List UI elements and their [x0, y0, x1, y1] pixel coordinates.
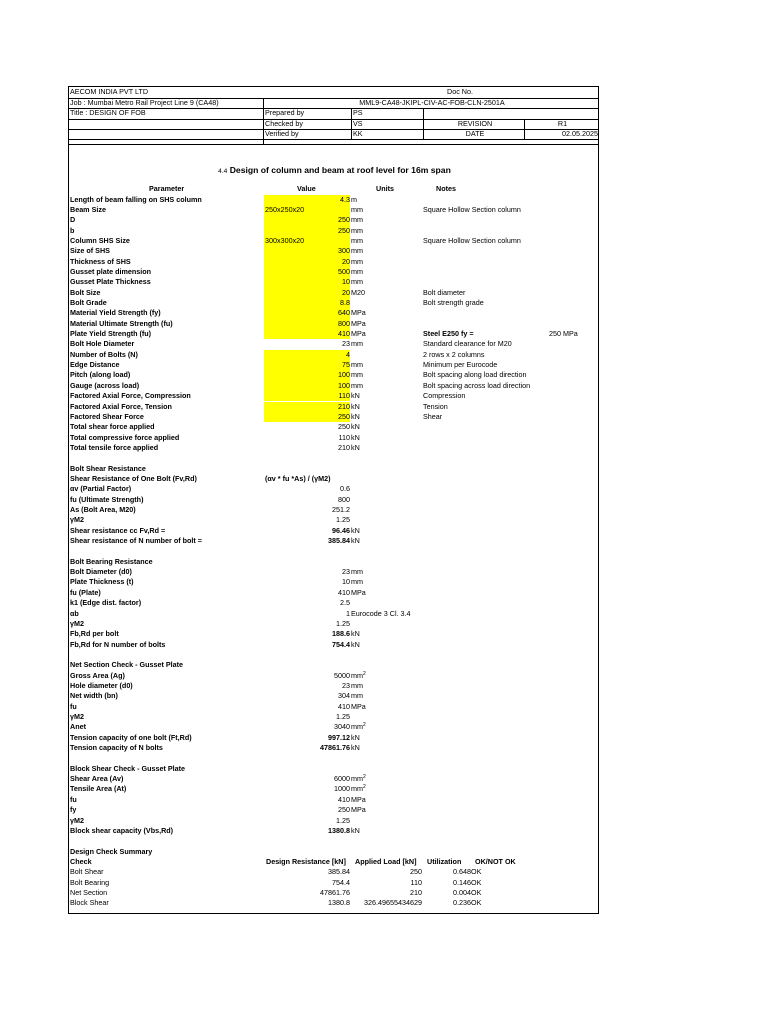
bolt_shear-heading: Bolt Shear Resistance: [70, 463, 146, 473]
parameter-value: 4.3: [340, 194, 350, 204]
summary-check: Net Section: [70, 887, 108, 897]
bolt_shear-row: [69, 495, 600, 505]
parameter-value: 10: [342, 277, 350, 287]
parameter-label: Factored Axial Force, Compression: [70, 391, 191, 401]
divider: [351, 108, 352, 139]
parameter-unit: mm: [351, 370, 363, 380]
parameter-note: Square Hollow Section column: [423, 235, 521, 245]
parameter-unit: mm: [351, 680, 363, 690]
parameter-value: 2.5: [340, 598, 350, 608]
parameter-unit: mm: [351, 246, 363, 256]
parameter-unit: $mm^2$: [351, 784, 366, 794]
parameter-value: 96.46: [332, 525, 350, 535]
parameter-unit: MPa: [351, 308, 366, 318]
summary-util: 0.648: [453, 867, 471, 877]
summary-row: [69, 878, 600, 888]
net_section-row: [69, 681, 600, 691]
parameter-value: 410: [338, 329, 350, 339]
parameter-unit: mm: [351, 577, 363, 587]
parameter-label: Hole diameter (d0): [70, 680, 133, 690]
parameter-label: Plate Yield Strength (fu): [70, 329, 152, 339]
summary-header-applied: Applied Load [kN]: [355, 856, 417, 866]
summary-check: Block Shear: [70, 898, 109, 908]
revision-label: REVISION: [457, 118, 493, 128]
summary-applied: 110: [410, 877, 422, 887]
checked-by-value: VS: [353, 118, 363, 128]
date-value: 02.05.2025: [562, 129, 598, 138]
bolt_bearing-row: [69, 577, 600, 587]
input-row: [69, 226, 600, 236]
col-header-units: Units: [376, 184, 394, 193]
block_shear-row: [69, 816, 600, 826]
parameter-label: Length of beam falling on SHS column: [70, 194, 202, 204]
parameter-label: Gusset Plate Thickness: [70, 277, 151, 287]
parameter-note: Bolt strength grade: [423, 298, 484, 307]
parameter-unit: kN: [351, 422, 360, 432]
parameter-value: 640: [338, 308, 350, 318]
parameter-note: Tension: [423, 401, 448, 411]
parameter-value: 0.6: [340, 484, 350, 494]
parameter-value: 1.25: [336, 712, 350, 721]
parameter-value: 304: [338, 691, 350, 701]
input-row: [69, 350, 600, 360]
parameter-value: 1.25: [336, 515, 350, 525]
net_section-row: [69, 743, 600, 753]
verified-by-value: KK: [353, 129, 363, 138]
col-header-value: Value: [297, 184, 316, 193]
parameter-value: 250: [338, 215, 350, 225]
summary-applied: 326.49655434629: [364, 898, 422, 908]
parameter-unit: kN: [351, 743, 360, 753]
parameter-unit: mm: [351, 691, 363, 701]
parameter-unit: mm: [351, 266, 363, 276]
parameter-unit: MPa: [351, 794, 366, 804]
summary-resistance: 754.4: [332, 877, 350, 887]
summary-header-ok: OK/NOT OK: [475, 856, 516, 866]
section-heading: [69, 660, 600, 670]
parameter-label: αv (Partial Factor): [70, 484, 132, 494]
parameter-unit: kN: [351, 639, 360, 649]
bolt_bearing-row: [69, 629, 600, 639]
parameter-label: Factored Shear Force: [70, 411, 144, 421]
parameter-label: D: [70, 215, 76, 225]
parameter-value: 100: [338, 370, 350, 380]
section-heading: [69, 847, 600, 857]
parameter-note: Minimum per Eurocode: [423, 360, 498, 370]
parameter-label: Tension capacity of N bolts: [70, 743, 163, 753]
parameter-label: fu (Ultimate Strength): [70, 494, 144, 504]
parameter-label: fu (Plate): [70, 587, 101, 597]
parameter-unit: kN: [351, 536, 360, 546]
parameter-unit: kN: [351, 442, 360, 452]
column-headers: [69, 184, 600, 194]
parameter-note: Steel E250 fy =: [423, 329, 474, 339]
net_section-row: [69, 671, 600, 681]
parameter-label: Thickness of SHS: [70, 256, 131, 266]
parameter-value: 23: [342, 680, 350, 690]
parameter-label: Number of Bolts (N): [70, 349, 138, 359]
parameter-label: Size of SHS: [70, 246, 110, 256]
parameter-value: 410: [338, 794, 350, 804]
input-row: [69, 339, 600, 349]
input-row: [69, 195, 600, 205]
section-title-text: Design of column and beam at roof level for 16m span: [229, 165, 451, 175]
parameter-label: Fb,Rd per bolt: [70, 629, 119, 639]
input-row: [69, 412, 600, 422]
parameter-note: Standard clearance for M20: [423, 339, 512, 349]
doc-title: Title : DESIGN OF FOB: [70, 108, 146, 117]
section-heading: [69, 764, 600, 774]
doc-no: MML9-CA48-JKIPL-CIV-AC-FOB-CLN-2501A: [359, 97, 505, 107]
parameter-value: 251.2: [332, 505, 350, 514]
parameter-note: Bolt spacing along load direction: [423, 370, 527, 380]
parameter-unit: mm: [351, 235, 363, 245]
input-row: [69, 370, 600, 380]
input-row: [69, 402, 600, 412]
parameter-value: 20: [342, 256, 350, 266]
parameter-label: Anet: [70, 722, 86, 732]
parameter-note: 2 rows x 2 columns: [423, 349, 485, 359]
parameter-unit: mm: [351, 567, 363, 577]
parameter-unit: kN: [351, 391, 360, 401]
parameter-unit: kN: [351, 432, 360, 442]
parameter-label: k1 (Edge dist. factor): [70, 598, 142, 608]
divider: [524, 119, 525, 140]
net_section-row: [69, 712, 600, 722]
parameter-label: Beam Size: [70, 204, 106, 214]
parameter-note: Shear: [423, 411, 443, 421]
parameter-value: 800: [338, 318, 350, 328]
parameter-unit: MPa: [351, 805, 366, 815]
summary-resistance: 385.84: [328, 867, 350, 877]
parameter-unit: kN: [351, 411, 360, 421]
summary-check: Bolt Shear: [70, 867, 104, 877]
net_section-row: [69, 722, 600, 732]
parameter-label: γM2: [70, 712, 84, 721]
parameter-label: Shear resistance of N number of bolt =: [70, 536, 203, 546]
input-row: [69, 257, 600, 267]
parameter-unit: M20: [351, 287, 365, 297]
parameter-label: Factored Axial Force, Tension: [70, 401, 172, 411]
parameter-label: Gauge (across load): [70, 380, 140, 390]
parameter-value: 997.12: [328, 732, 350, 742]
summary-resistance: 1380.8: [328, 898, 350, 908]
parameter-unit: kN: [351, 732, 360, 742]
parameter-unit: m: [351, 194, 357, 204]
revision-value: R1: [557, 118, 568, 128]
parameter-label: Total tensile force applied: [70, 442, 159, 452]
net_section-heading: Net Section Check - Gusset Plate: [70, 660, 184, 670]
parameter-label: Tension capacity of one bolt (Ft,Rd): [70, 732, 192, 742]
summary-heading: Design Check Summary: [70, 846, 153, 856]
prepared-by-value: PS: [353, 108, 363, 117]
summary-util: 0.004: [453, 887, 471, 897]
summary-header-util: Utilization: [427, 856, 462, 866]
input-row: [69, 329, 600, 339]
prepared-by-label: Prepared by: [265, 108, 305, 117]
divider: [423, 108, 424, 139]
parameter-value: 23: [342, 339, 350, 349]
parameter-unit: Eurocode 3 Cl. 3.4: [351, 608, 411, 618]
input-row: [69, 381, 600, 391]
parameter-value: 100: [338, 380, 350, 390]
parameter-label: Plate Thickness (t): [70, 577, 134, 587]
input-row: [69, 236, 600, 246]
parameter-unit: mm: [351, 225, 363, 235]
bolt_bearing-row: [69, 567, 600, 577]
parameter-value: 23: [342, 567, 350, 577]
parameter-label: fy: [70, 805, 77, 815]
formula-row: [69, 474, 600, 484]
block_shear-row: [69, 784, 600, 794]
parameter-value: 20: [342, 287, 350, 297]
parameter-unit: mm: [351, 204, 363, 214]
net_section-row: [69, 733, 600, 743]
input-row: [69, 443, 600, 453]
summary-applied: 250: [410, 867, 422, 877]
parameter-unit: MPa: [351, 701, 366, 711]
bolt_shear-row: [69, 536, 600, 546]
doc-no-label: Doc No.: [447, 87, 473, 96]
section-heading: [69, 557, 600, 567]
block_shear-row: [69, 805, 600, 815]
parameter-note-extra: 250 MPa: [549, 329, 578, 339]
section-number: 4.4: [218, 168, 228, 175]
bolt_shear-row: [69, 484, 600, 494]
parameter-value: 4: [346, 349, 350, 359]
parameter-unit: mm: [351, 360, 363, 370]
parameter-unit: $mm^2$: [351, 722, 366, 732]
bolt_bearing-row: [69, 619, 600, 629]
parameter-unit: mm: [351, 215, 363, 225]
parameter-label: fu: [70, 701, 77, 711]
parameter-value: 1.25: [336, 618, 350, 628]
formula-label: Shear Resistance of One Bolt (Fv,Rd): [70, 473, 197, 483]
input-row: [69, 246, 600, 256]
input-row: [69, 422, 600, 432]
parameter-unit: kN: [351, 629, 360, 639]
input-row: [69, 319, 600, 329]
summary-header-row: [69, 857, 600, 867]
summary-resistance: 47861.76: [320, 887, 350, 897]
parameter-note: Bolt spacing across load direction: [423, 380, 531, 390]
block_shear-heading: Block Shear Check - Gusset Plate: [70, 763, 186, 773]
parameter-value: 250: [338, 411, 350, 421]
input-row: [69, 205, 600, 215]
parameter-value: 188.6: [332, 629, 350, 639]
input-row: [69, 360, 600, 370]
input-row: [69, 267, 600, 277]
summary-row: [69, 867, 600, 877]
parameter-label: Bolt Size: [70, 287, 101, 297]
parameter-value: 754.4: [332, 639, 350, 649]
bolt_shear-row: [69, 505, 600, 515]
date-label: DATE: [465, 129, 485, 138]
bolt_bearing-row: [69, 609, 600, 619]
summary-ok: OK: [471, 867, 482, 877]
summary-row: [69, 898, 600, 908]
block_shear-row: [69, 795, 600, 805]
parameter-value: 500: [338, 266, 350, 276]
parameter-label: Fb,Rd for N number of bolts: [70, 639, 166, 649]
parameter-value: 210: [338, 442, 350, 452]
parameter-label: γM2: [70, 515, 84, 525]
parameter-label: Column SHS Size: [70, 235, 130, 245]
parameter-value: 250: [338, 225, 350, 235]
parameter-label: As (Bolt Area, M20): [70, 505, 136, 514]
bolt_bearing-row: [69, 588, 600, 598]
parameter-value: 110: [338, 432, 350, 442]
input-row: [69, 308, 600, 318]
summary-check: Bolt Bearing: [70, 877, 110, 887]
header-rule: [69, 144, 598, 145]
parameter-label: Total shear force applied: [70, 422, 155, 432]
parameter-value: 5000: [334, 670, 350, 680]
parameter-unit: mm: [351, 339, 363, 349]
bolt_bearing-row: [69, 598, 600, 608]
parameter-value: 47861.76: [320, 743, 350, 753]
summary-header-check: Check: [70, 856, 92, 866]
parameter-label: Shear Area (Av): [70, 774, 124, 784]
parameter-label: Material Yield Strength (fy): [70, 308, 161, 318]
parameter-value: 300x300x20: [265, 235, 305, 245]
parameter-value: 75: [342, 360, 350, 370]
parameter-value: 210: [338, 401, 350, 411]
input-row: [69, 277, 600, 287]
parameter-label: Block shear capacity (Vbs,Rd): [70, 825, 174, 835]
formula: (αv * fu *As) / (γM2): [265, 473, 331, 483]
parameter-label: Gross Area (Ag): [70, 670, 125, 680]
block_shear-row: [69, 774, 600, 784]
header-rule: [69, 139, 598, 140]
parameter-unit: mm: [351, 256, 363, 266]
parameter-label: Total compressive force applied: [70, 432, 180, 442]
parameter-label: Bolt Diameter (d0): [70, 567, 132, 577]
header-row-5: [69, 129, 598, 145]
parameter-value: 385.84: [328, 536, 350, 546]
parameter-label: Material Ultimate Strength (fu): [70, 318, 173, 328]
parameter-value: 1380.8: [328, 825, 350, 835]
summary-util: 0.236: [453, 898, 471, 908]
parameter-value: 410: [338, 701, 350, 711]
job-name: Job : Mumbai Metro Rail Project Line 9 (CA48): [70, 97, 219, 107]
parameter-value: 410: [338, 587, 350, 597]
verified-by-label: Verified by: [265, 129, 299, 138]
parameter-label: Edge Distance: [70, 360, 120, 370]
parameter-unit: MPa: [351, 318, 366, 328]
parameter-unit: $mm^2$: [351, 774, 366, 784]
parameter-label: γM2: [70, 618, 84, 628]
parameter-value: 3040: [334, 722, 350, 732]
col-header-parameter: Parameter: [149, 184, 185, 193]
summary-ok: OK: [471, 877, 482, 887]
parameter-value: 800: [338, 494, 350, 504]
input-row: [69, 433, 600, 443]
parameter-value: 300: [338, 246, 350, 256]
parameter-label: Net width (bn): [70, 691, 118, 701]
parameter-note: Square Hollow Section column: [423, 204, 521, 214]
parameter-unit: kN: [351, 825, 360, 835]
parameter-value: 6000: [334, 774, 350, 784]
parameter-label: fu: [70, 794, 77, 804]
parameter-unit: MPa: [351, 329, 366, 339]
summary-ok: OK: [471, 887, 482, 897]
input-row: [69, 391, 600, 401]
parameter-label: Pitch (along load): [70, 370, 131, 380]
input-row: [69, 298, 600, 308]
parameter-unit: kN: [351, 525, 360, 535]
section-title: [69, 165, 600, 175]
summary-util: 0.146: [453, 877, 471, 887]
parameter-unit: kN: [351, 401, 360, 411]
parameter-unit: $mm^2$: [351, 670, 366, 680]
parameter-label: Tensile Area (At): [70, 784, 127, 794]
parameter-value: 10: [342, 577, 350, 587]
parameter-value: 8.8: [340, 298, 350, 307]
summary-row: [69, 888, 600, 898]
parameter-label: Bolt Hole Diameter: [70, 339, 135, 349]
section-heading: [69, 464, 600, 474]
parameter-label: Gusset plate dimension: [70, 266, 152, 276]
net_section-row: [69, 691, 600, 701]
summary-applied: 210: [410, 887, 422, 897]
parameter-unit: mm: [351, 277, 363, 287]
bolt_shear-row: [69, 515, 600, 525]
parameter-value: 110: [338, 391, 350, 401]
block_shear-row: [69, 826, 600, 836]
bolt_shear-row: [69, 526, 600, 536]
parameter-value: 1.25: [336, 815, 350, 825]
parameter-note: Bolt diameter: [423, 287, 466, 297]
parameter-note: Compression: [423, 391, 466, 401]
bolt_bearing-heading: Bolt Bearing Resistance: [70, 556, 153, 566]
parameter-value: 250x250x20: [265, 204, 305, 214]
parameter-unit: mm: [351, 380, 363, 390]
company-name: AECOM INDIA PVT LTD: [70, 87, 149, 96]
parameter-label: Shear resistance cc Fv,Rd =: [70, 525, 166, 535]
parameter-value: 1: [346, 608, 350, 618]
input-row: [69, 288, 600, 298]
parameter-value: 1000: [334, 784, 350, 794]
parameter-label: γM2: [70, 815, 84, 825]
parameter-value: 250: [338, 422, 350, 432]
calc-sheet: [68, 86, 599, 914]
parameter-label: αb: [70, 608, 79, 618]
input-row: [69, 215, 600, 225]
net_section-row: [69, 702, 600, 712]
col-header-notes: Notes: [436, 184, 456, 193]
parameter-value: 250: [338, 805, 350, 815]
bolt_bearing-row: [69, 640, 600, 650]
parameter-unit: MPa: [351, 587, 366, 597]
summary-ok: OK: [471, 898, 482, 908]
parameter-label: Bolt Grade: [70, 298, 107, 307]
parameter-label: b: [70, 225, 75, 235]
summary-header-resistance: Design Resistance [kN]: [266, 856, 346, 866]
checked-by-label: Checked by: [265, 118, 303, 128]
